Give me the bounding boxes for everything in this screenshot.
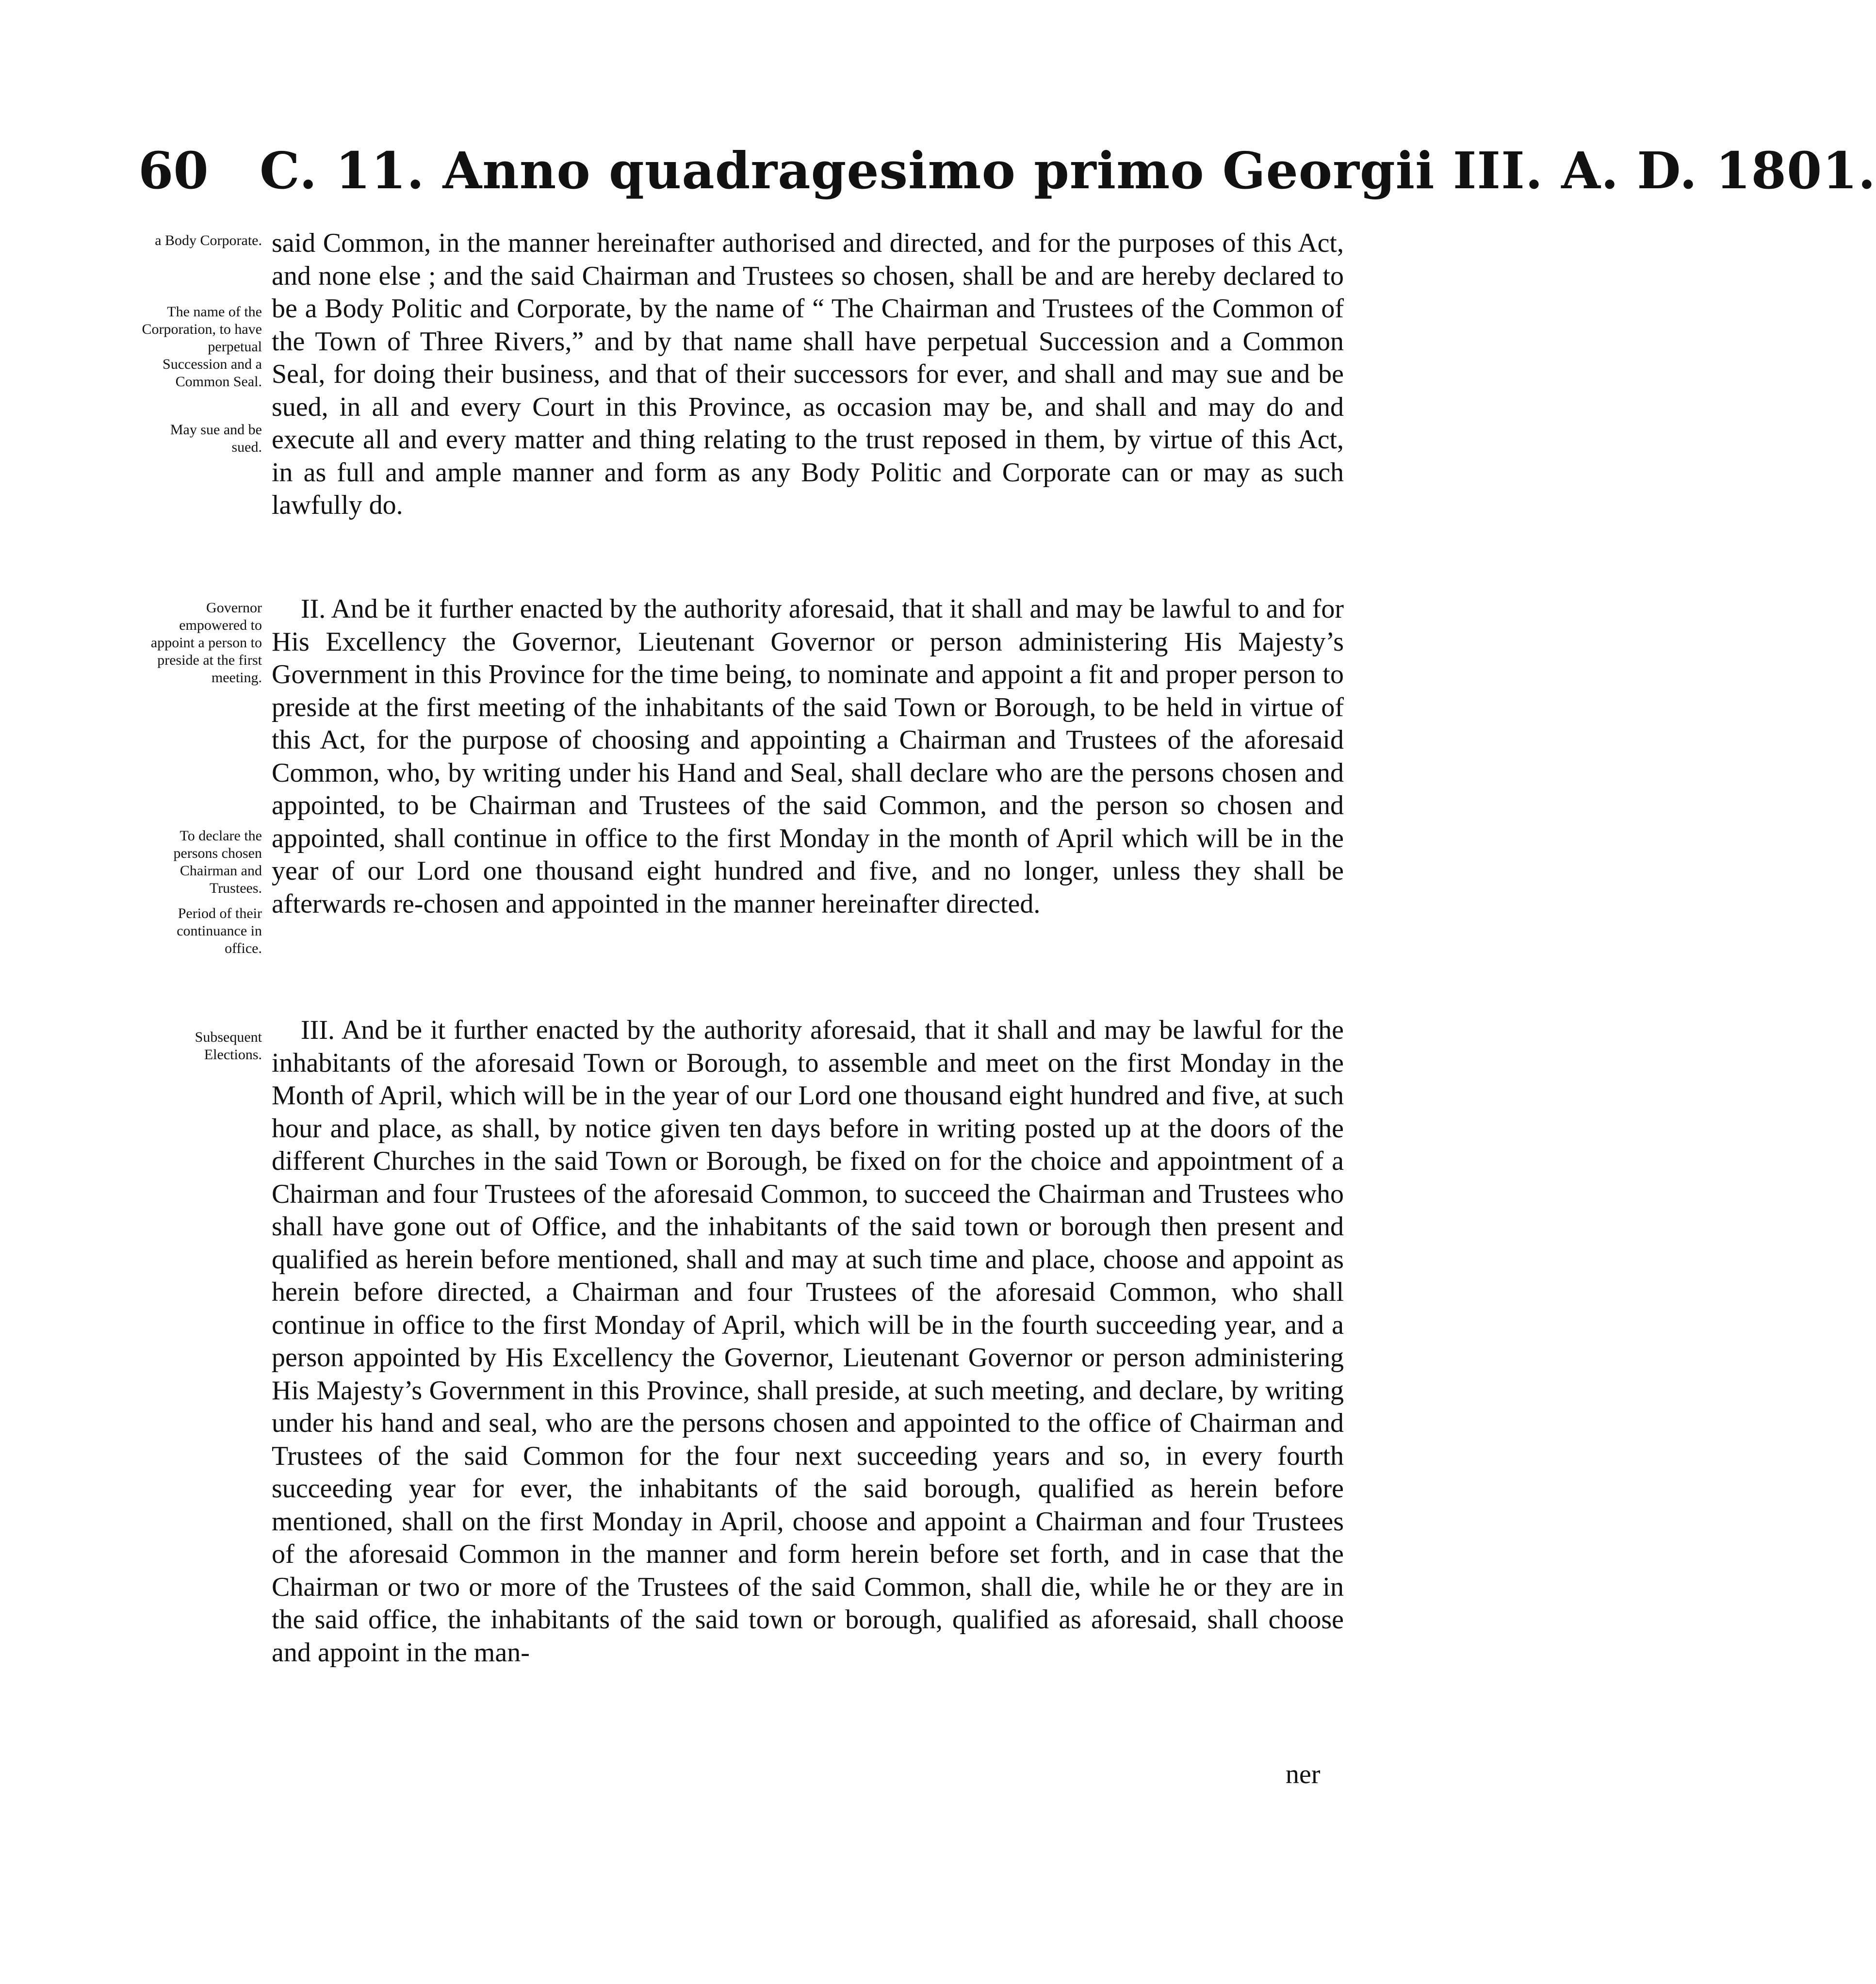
margin-note-declare-persons: To declare the persons chosen Chairman and Trustees. bbox=[173, 828, 262, 896]
catchword: ner bbox=[1286, 1759, 1321, 1789]
paragraph-body-corporate: said Common, in the manner hereinafter authorised and directed, and for the purposes of this Act, and none else ; and the said Chairman and Trustees so chosen, shall be and are hereby declared to be a Body Politic and Corporate, by the name of “ The Chairman and Trustees of the Common of the Town of Three Rivers,” and by that name shall have perpetual Succession and a Common Seal, for doing their business, and that of their successors for ever, and shall and may sue and be sued, in all and every Court in this Province, as occasion may be, and shall and may do and execute all and every matter and thing relating to the trust reposed in them, by virtue of this Act, in as full and ample manner and form as any Body Politic and Corporate can or may as such lawfully do. bbox=[272, 228, 1344, 520]
page-number: 60 bbox=[138, 141, 209, 200]
running-title: C. 11. Anno quadragesimo primo Georgii III. A. D. 1801. bbox=[260, 141, 1876, 200]
margin-note-name-of-corporation: The name of the Corporation, to have perpetual Succession and a Common Seal. bbox=[142, 304, 262, 390]
margin-note-body-corporate: a Body Corporate. bbox=[155, 232, 262, 248]
margin-note-may-sue: May sue and be sued. bbox=[170, 422, 262, 455]
margin-note-governor-empowered: Governor empowered to appoint a person to preside at the first meeting. bbox=[150, 600, 262, 686]
paragraph-section-3: III. And be it further enacted by the authority aforesaid, that it shall and may be lawful for the inhabitants of the aforesaid Town or Borough, to assemble and meet on the first Monday in the Month of April, which will be in the year of our Lord one thousand eight hundred and five, at such hour and place, as shall, by notice given ten days before in writing posted up at the doors of the different Churches in the said Town or Borough, be fixed on for the choice and appointment of a Chairman and four Trustees of the aforesaid Common, to succeed the Chairman and Trustees who shall have gone out of Office, and the inhabitants of the said town or borough then present and qualified as herein before mentioned, shall and may at such time and place, choose and appoint as herein before directed, a Chairman and four Trustees of the aforesaid Common, who shall continue in office to the first Monday of April, which will be in the fourth succeeding year, and a person appointed by His Excellency the Governor, Lieutenant Governor or person administering His Majesty’s Government in this Province, shall preside, at such meeting, and declare, by writing under his hand and seal, who are the persons chosen and appointed to the office of Chairman and Trustees of the said Common for the four next succeeding years and so, in every fourth succeeding year for ever, the inhabitants of the said borough, qualified as herein before mentioned, shall on the first Monday in April, choose and appoint a Chairman and four Trustees of the aforesaid Common in the manner and form herein before set forth, and in case that the Chairman or two or more of the Trustees of the said Common, shall die, while he or they are in the said office, the inhabitants of the said town or borough, qualified as aforesaid, shall choose and appoint in the man- bbox=[272, 1015, 1344, 1668]
margin-note-period-in-office: Period of their continuance in office. bbox=[177, 905, 262, 956]
paragraph-section-2: II. And be it further enacted by the authority aforesaid, that it shall and may be lawful to and for His Excellency the Governor, Lieutenant Governor or person administering His Majesty’s Government in this Province for the time being, to nominate and appoint a fit and proper person to preside at the first meeting of the inhabitants of the said Town or Borough, to be held in virtue of this Act, for the purpose of choosing and appointing a Chairman and Trustees of the aforesaid Common, who, by writing under his Hand and Seal, shall declare who are the persons chosen and appointed, to be Chairman and Trustees of the said Common, and the person so chosen and appointed, shall continue in office to the first Monday in the month of April which will be in the year of our Lord one thousand eight hundred and five, and no longer, unless they shall be afterwards re-chosen and appointed in the manner hereinafter directed. bbox=[272, 594, 1344, 919]
margin-note-subsequent-elections: Subsequent Elections. bbox=[195, 1029, 262, 1063]
page-header bbox=[138, 141, 1876, 200]
